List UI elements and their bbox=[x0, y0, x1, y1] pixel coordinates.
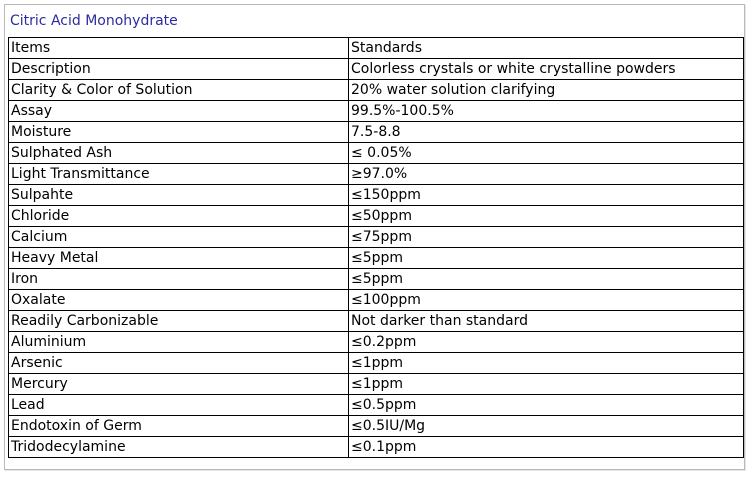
item-cell: Clarity & Color of Solution bbox=[9, 80, 349, 101]
standard-cell: ≤1ppm bbox=[349, 374, 744, 395]
standard-cell: ≤ 0.05% bbox=[349, 143, 744, 164]
document-title: Citric Acid Monohydrate bbox=[10, 13, 178, 29]
standard-cell: Not darker than standard bbox=[349, 311, 744, 332]
spec-sheet-frame bbox=[4, 4, 745, 470]
header-items: Items bbox=[9, 38, 349, 59]
table-row bbox=[9, 227, 744, 248]
item-cell: Oxalate bbox=[9, 290, 349, 311]
table-row bbox=[9, 437, 744, 458]
item-cell: Heavy Metal bbox=[9, 248, 349, 269]
item-cell: Aluminium bbox=[9, 332, 349, 353]
standard-cell: 7.5-8.8 bbox=[349, 122, 744, 143]
item-cell: Sulpahte bbox=[9, 185, 349, 206]
standard-cell: 99.5%-100.5% bbox=[349, 101, 744, 122]
item-cell: Moisture bbox=[9, 122, 349, 143]
standard-cell: ≤0.1ppm bbox=[349, 437, 744, 458]
table-row bbox=[9, 80, 744, 101]
item-cell: Tridodecylamine bbox=[9, 437, 349, 458]
standard-cell: ≤50ppm bbox=[349, 206, 744, 227]
table-row bbox=[9, 164, 744, 185]
item-cell: Chloride bbox=[9, 206, 349, 227]
item-cell: Light Transmittance bbox=[9, 164, 349, 185]
standard-cell: ≥97.0% bbox=[349, 164, 744, 185]
table-row bbox=[9, 353, 744, 374]
table-row bbox=[9, 122, 744, 143]
item-cell: Lead bbox=[9, 395, 349, 416]
table-row bbox=[9, 332, 744, 353]
item-cell: Arsenic bbox=[9, 353, 349, 374]
table-row bbox=[9, 395, 744, 416]
table-row bbox=[9, 143, 744, 164]
table-row bbox=[9, 101, 744, 122]
table-row bbox=[9, 374, 744, 395]
header-standards: Standards bbox=[349, 38, 744, 59]
item-cell: Assay bbox=[9, 101, 349, 122]
standard-cell: ≤100ppm bbox=[349, 290, 744, 311]
item-cell: Readily Carbonizable bbox=[9, 311, 349, 332]
specification-table-body bbox=[9, 38, 744, 458]
standard-cell: Colorless crystals or white crystalline powders bbox=[349, 59, 744, 80]
item-cell: Iron bbox=[9, 269, 349, 290]
table-row bbox=[9, 290, 744, 311]
specification-table bbox=[8, 37, 744, 458]
standard-cell: ≤0.5ppm bbox=[349, 395, 744, 416]
table-row bbox=[9, 185, 744, 206]
item-cell: Calcium bbox=[9, 227, 349, 248]
standard-cell: ≤5ppm bbox=[349, 248, 744, 269]
standard-cell: ≤1ppm bbox=[349, 353, 744, 374]
table-header-row bbox=[9, 38, 744, 59]
item-cell: Mercury bbox=[9, 374, 349, 395]
standard-cell: ≤0.5IU/Mg bbox=[349, 416, 744, 437]
table-row bbox=[9, 416, 744, 437]
item-cell: Sulphated Ash bbox=[9, 143, 349, 164]
table-row bbox=[9, 311, 744, 332]
table-row bbox=[9, 248, 744, 269]
standard-cell: ≤5ppm bbox=[349, 269, 744, 290]
standard-cell: 20% water solution clarifying bbox=[349, 80, 744, 101]
table-row bbox=[9, 269, 744, 290]
standard-cell: ≤0.2ppm bbox=[349, 332, 744, 353]
item-cell: Description bbox=[9, 59, 349, 80]
standard-cell: ≤75ppm bbox=[349, 227, 744, 248]
item-cell: Endotoxin of Germ bbox=[9, 416, 349, 437]
table-row bbox=[9, 59, 744, 80]
standard-cell: ≤150ppm bbox=[349, 185, 744, 206]
table-row bbox=[9, 206, 744, 227]
